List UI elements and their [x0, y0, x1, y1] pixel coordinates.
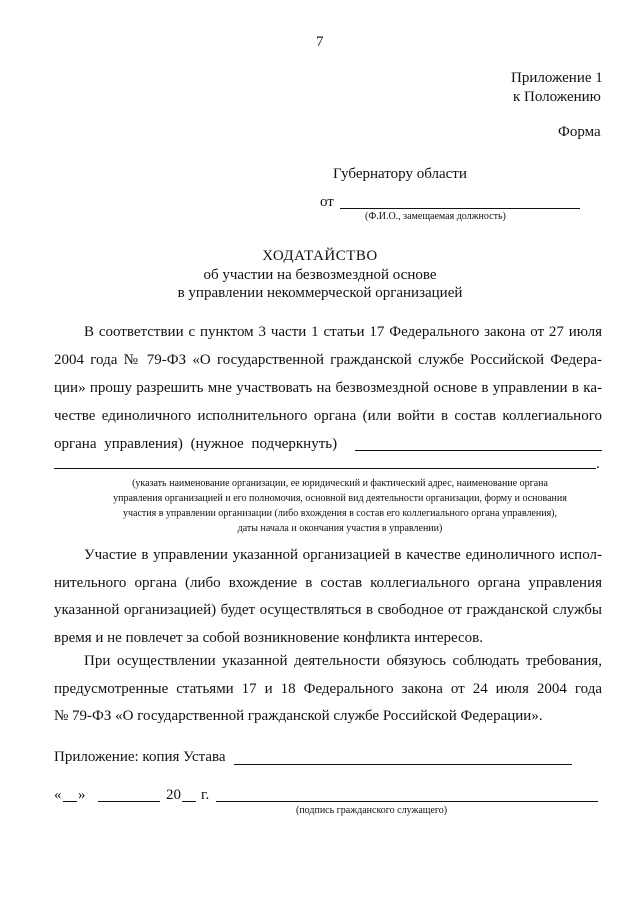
signature-blank	[216, 801, 598, 802]
page-number: 7	[316, 34, 324, 50]
date-open-quote: «	[54, 787, 62, 803]
paragraph-2-line-1: Участие в управлении указанной организацией в качестве единоличного испол-	[84, 547, 602, 563]
appendix-label: Приложение 1	[511, 70, 603, 86]
organization-blank-end: .	[596, 456, 600, 472]
date-year-suffix: г.	[201, 787, 210, 803]
note-line-1: (указать наименование организации, ее юридический и фактический адрес, наименование органа	[132, 478, 548, 489]
attachment-blank	[234, 764, 572, 765]
note-line-3: участия в управлении организации (либо вхождения в состав его коллегиального органа управления),	[122, 508, 558, 519]
date-day-blank	[63, 801, 77, 802]
signature-caption: (подпись гражданского служащего)	[296, 805, 448, 816]
paragraph-1-line-4: честве единоличного исполнительного органа (или войти в состав коллегиального	[54, 408, 602, 424]
note-line-4: даты начала и окончания участия в управлении)	[237, 523, 443, 534]
paragraph-2-line-2: нительного органа (либо вхождение в состав коллегиального органа управления	[54, 575, 602, 591]
paragraph-1-line-1: В соответствии с пунктом 3 части 1 статьи 17 Федерального закона от 27 июля	[84, 324, 602, 340]
organization-blank-2	[54, 468, 596, 469]
addressee-from-caption: (Ф.И.О., замещаемая должность)	[365, 211, 506, 222]
paragraph-3-line-1: При осуществлении указанной деятельности обязуюсь соблюдать требования,	[84, 653, 602, 669]
date-year-prefix: 20	[166, 787, 181, 803]
addressee-from-prefix: от	[320, 194, 334, 210]
appendix-reference: к Положению	[513, 89, 601, 105]
document-subtitle-2: в управлении некоммерческой организацией	[177, 285, 463, 301]
document-subtitle-1: об участии на безвозмездной основе	[203, 267, 437, 283]
paragraph-1-line-5: органа управления) (нужное подчеркнуть)	[54, 436, 338, 452]
paragraph-1-line-2: 2004 года № 79-ФЗ «О государственной гражданской службе Российской Федера-	[54, 352, 602, 368]
addressee-to: Губернатору области	[333, 166, 467, 182]
addressee-from-blank	[340, 208, 580, 209]
date-close-quote: »	[78, 787, 86, 803]
form-label: Форма	[558, 124, 601, 140]
paragraph-3-line-3: № 79-ФЗ «О государственной гражданской службе Российской Федерации».	[54, 708, 543, 724]
document-title: ХОДАТАЙСТВО	[262, 248, 378, 264]
paragraph-2-line-3: указанной организацией) будет осуществляться в свободное от гражданской службы	[54, 602, 602, 618]
paragraph-2-line-4: время и не повлечет за собой возникновение конфликта интересов.	[54, 630, 484, 646]
date-year-blank	[182, 801, 196, 802]
attachment-label: Приложение: копия Устава	[54, 749, 226, 765]
date-month-blank	[98, 801, 160, 802]
paragraph-1-line-3: ции» прошу разрешить мне участвовать на безвозмездной основе в управлении в ка-	[54, 380, 602, 396]
paragraph-3-line-2: предусмотренные статьями 17 и 18 Федерального закона от 24 июля 2004 года	[54, 681, 602, 697]
note-line-2: управления организацией и его полномочия, основной вид деятельности организации, форму и основания	[113, 493, 567, 504]
organization-blank-1	[355, 450, 602, 451]
